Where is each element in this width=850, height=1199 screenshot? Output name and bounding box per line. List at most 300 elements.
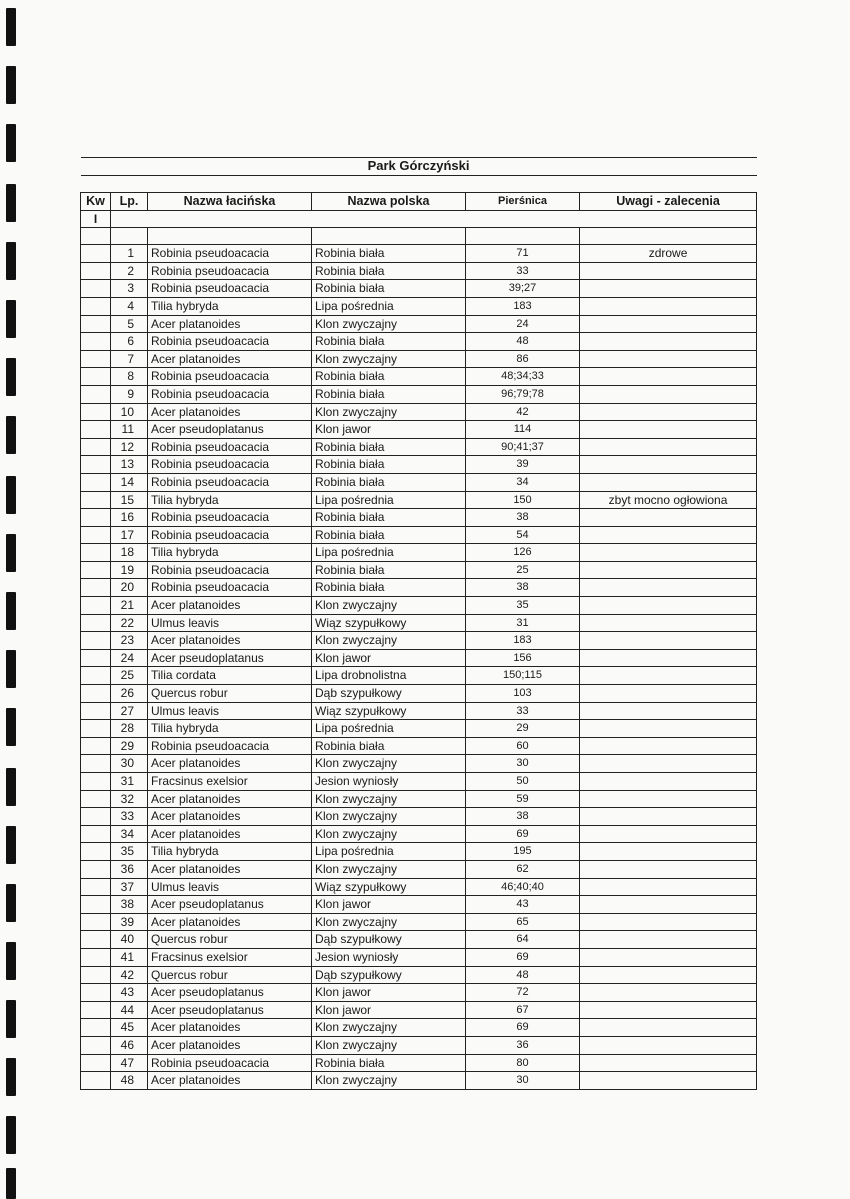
lp-cell: 41	[111, 948, 148, 966]
lp-cell: 23	[111, 632, 148, 650]
binding-marks	[6, 0, 18, 1199]
kw-cell	[81, 473, 111, 491]
polish-name-cell: Jesion wyniosły	[312, 773, 466, 791]
polish-name-cell: Robinia biała	[312, 1054, 466, 1072]
polish-name-cell: Klon jawor	[312, 649, 466, 667]
polish-name-cell: Klon jawor	[312, 1001, 466, 1019]
lp-cell: 31	[111, 773, 148, 791]
latin-name-cell: Robinia pseudoacacia	[148, 1054, 312, 1072]
binding-mark	[6, 476, 16, 514]
kw-cell	[81, 262, 111, 280]
piersnica-cell: 156	[466, 649, 580, 667]
kw-cell	[81, 579, 111, 597]
binding-mark	[6, 124, 16, 162]
table-row	[81, 1036, 757, 1054]
header-latin-name: Nazwa łacińska	[148, 193, 312, 211]
piersnica-cell: 69	[466, 825, 580, 843]
binding-mark	[6, 1168, 16, 1199]
kw-cell	[81, 667, 111, 685]
binding-mark	[6, 184, 16, 222]
piersnica-cell: 65	[466, 913, 580, 931]
kw-cell	[81, 808, 111, 826]
remarks-cell	[580, 385, 757, 403]
latin-name-cell: Quercus robur	[148, 931, 312, 949]
latin-name-cell: Acer pseudoplatanus	[148, 896, 312, 914]
lp-cell: 3	[111, 280, 148, 298]
polish-name-cell: Robinia biała	[312, 456, 466, 474]
table-row	[81, 1001, 757, 1019]
polish-name-cell: Dąb szypułkowy	[312, 966, 466, 984]
remarks-cell	[580, 1019, 757, 1037]
polish-name-cell: Klon zwyczajny	[312, 825, 466, 843]
latin-name-cell: Acer platanoides	[148, 790, 312, 808]
remarks-cell	[580, 297, 757, 315]
latin-name-cell: Acer platanoides	[148, 315, 312, 333]
polish-name-cell: Klon zwyczajny	[312, 1036, 466, 1054]
polish-name-cell: Dąb szypułkowy	[312, 685, 466, 703]
piersnica-cell: 48	[466, 966, 580, 984]
remarks-cell	[580, 350, 757, 368]
latin-name-cell: Acer pseudoplatanus	[148, 984, 312, 1002]
table-row	[81, 1072, 757, 1090]
remarks-cell	[580, 860, 757, 878]
piersnica-cell: 30	[466, 755, 580, 773]
table-row	[81, 333, 757, 351]
polish-name-cell: Lipa pośrednia	[312, 843, 466, 861]
binding-mark	[6, 1058, 16, 1096]
kw-cell	[81, 438, 111, 456]
header-piersnica: Pierśnica	[466, 193, 580, 211]
table-row	[81, 421, 757, 439]
polish-name-cell: Lipa pośrednia	[312, 491, 466, 509]
lp-cell: 29	[111, 737, 148, 755]
piersnica-cell: 24	[466, 315, 580, 333]
latin-name-cell: Quercus robur	[148, 685, 312, 703]
piersnica-cell: 29	[466, 720, 580, 738]
latin-name-cell: Tilia hybryda	[148, 491, 312, 509]
binding-mark	[6, 1116, 16, 1154]
binding-mark	[6, 1000, 16, 1038]
table-row	[81, 948, 757, 966]
table-row	[81, 280, 757, 298]
piersnica-cell: 48	[466, 333, 580, 351]
kw-cell	[81, 966, 111, 984]
table-row	[81, 790, 757, 808]
remarks-cell	[580, 737, 757, 755]
lp-cell: 28	[111, 720, 148, 738]
lp-cell: 15	[111, 491, 148, 509]
lp-cell: 4	[111, 297, 148, 315]
binding-mark	[6, 8, 16, 46]
kw-cell	[81, 245, 111, 263]
kw-cell	[81, 632, 111, 650]
piersnica-cell: 114	[466, 421, 580, 439]
piersnica-cell: 183	[466, 297, 580, 315]
kw-cell	[81, 368, 111, 386]
remarks-cell	[580, 1036, 757, 1054]
kw-cell	[81, 1019, 111, 1037]
latin-name-cell: Robinia pseudoacacia	[148, 561, 312, 579]
latin-name-cell: Robinia pseudoacacia	[148, 509, 312, 527]
table-row	[81, 1019, 757, 1037]
latin-name-cell: Robinia pseudoacacia	[148, 438, 312, 456]
latin-name-cell: Acer platanoides	[148, 1036, 312, 1054]
remarks-cell	[580, 808, 757, 826]
table-row	[81, 491, 757, 509]
kw-cell	[81, 1036, 111, 1054]
lp-cell: 34	[111, 825, 148, 843]
table-row	[81, 456, 757, 474]
latin-name-cell: Acer platanoides	[148, 755, 312, 773]
lp-cell: 37	[111, 878, 148, 896]
piersnica-cell: 150	[466, 491, 580, 509]
binding-mark	[6, 592, 16, 630]
binding-mark	[6, 942, 16, 980]
table-row	[81, 526, 757, 544]
piersnica-cell: 38	[466, 579, 580, 597]
table-body	[81, 210, 757, 1089]
piersnica-cell: 38	[466, 509, 580, 527]
lp-cell: 39	[111, 913, 148, 931]
table-row	[81, 773, 757, 791]
polish-name-cell: Lipa pośrednia	[312, 720, 466, 738]
lp-cell: 5	[111, 315, 148, 333]
kw-cell	[81, 755, 111, 773]
binding-mark	[6, 650, 16, 688]
lp-cell: 32	[111, 790, 148, 808]
binding-mark	[6, 768, 16, 806]
kw-cell	[81, 931, 111, 949]
lp-cell: 10	[111, 403, 148, 421]
latin-name-cell: Acer platanoides	[148, 808, 312, 826]
piersnica-cell: 50	[466, 773, 580, 791]
piersnica-cell: 183	[466, 632, 580, 650]
lp-cell: 45	[111, 1019, 148, 1037]
table-row	[81, 984, 757, 1002]
table-row	[81, 544, 757, 562]
remarks-cell	[580, 456, 757, 474]
piersnica-cell: 72	[466, 984, 580, 1002]
latin-name-cell: Tilia cordata	[148, 667, 312, 685]
lp-cell: 35	[111, 843, 148, 861]
piersnica-cell: 62	[466, 860, 580, 878]
polish-name-cell: Robinia biała	[312, 385, 466, 403]
latin-name-cell: Acer platanoides	[148, 1019, 312, 1037]
lp-cell: 13	[111, 456, 148, 474]
kw-cell	[81, 297, 111, 315]
kw-cell	[81, 421, 111, 439]
piersnica-cell: 43	[466, 896, 580, 914]
kw-cell	[81, 860, 111, 878]
polish-name-cell: Robinia biała	[312, 509, 466, 527]
kw-cell	[81, 280, 111, 298]
polish-name-cell: Klon zwyczajny	[312, 808, 466, 826]
polish-name-cell: Wiąz szypułkowy	[312, 878, 466, 896]
piersnica-cell: 30	[466, 1072, 580, 1090]
kw-cell	[81, 385, 111, 403]
piersnica-cell: 69	[466, 1019, 580, 1037]
table-row	[81, 614, 757, 632]
table-row	[81, 438, 757, 456]
remarks-cell	[580, 280, 757, 298]
binding-mark	[6, 884, 16, 922]
latin-name-cell: Fracsinus exelsior	[148, 948, 312, 966]
blank-row	[81, 228, 757, 245]
remarks-cell	[580, 315, 757, 333]
lp-cell: 16	[111, 509, 148, 527]
kw-cell	[81, 509, 111, 527]
section-row	[81, 210, 757, 228]
table-row	[81, 561, 757, 579]
latin-name-cell: Acer platanoides	[148, 597, 312, 615]
kw-cell	[81, 561, 111, 579]
kw-cell	[81, 456, 111, 474]
table-row	[81, 597, 757, 615]
remarks-cell	[580, 597, 757, 615]
lp-cell: 20	[111, 579, 148, 597]
table-row	[81, 315, 757, 333]
remarks-cell	[580, 632, 757, 650]
lp-cell: 27	[111, 702, 148, 720]
remarks-cell	[580, 1001, 757, 1019]
polish-name-cell: Klon zwyczajny	[312, 597, 466, 615]
table-row	[81, 245, 757, 263]
lp-cell: 9	[111, 385, 148, 403]
lp-cell: 46	[111, 1036, 148, 1054]
lp-cell: 7	[111, 350, 148, 368]
polish-name-cell: Jesion wyniosły	[312, 948, 466, 966]
piersnica-cell: 86	[466, 350, 580, 368]
remarks-cell	[580, 790, 757, 808]
kw-cell	[81, 1054, 111, 1072]
remarks-cell	[580, 755, 757, 773]
latin-name-cell: Fracsinus exelsior	[148, 773, 312, 791]
remarks-cell	[580, 984, 757, 1002]
remarks-cell	[580, 720, 757, 738]
kw-cell	[81, 896, 111, 914]
lp-cell: 12	[111, 438, 148, 456]
kw-cell	[81, 720, 111, 738]
table-row	[81, 966, 757, 984]
lp-cell: 14	[111, 473, 148, 491]
kw-cell	[81, 843, 111, 861]
remarks-cell	[580, 702, 757, 720]
piersnica-cell: 71	[466, 245, 580, 263]
polish-name-cell: Klon zwyczajny	[312, 790, 466, 808]
latin-name-cell: Acer pseudoplatanus	[148, 421, 312, 439]
latin-name-cell: Acer platanoides	[148, 350, 312, 368]
remarks-cell	[580, 825, 757, 843]
piersnica-cell: 35	[466, 597, 580, 615]
lp-cell: 48	[111, 1072, 148, 1090]
kw-cell	[81, 544, 111, 562]
latin-name-cell: Tilia hybryda	[148, 544, 312, 562]
polish-name-cell: Klon zwyczajny	[312, 403, 466, 421]
piersnica-cell: 25	[466, 561, 580, 579]
remarks-cell	[580, 896, 757, 914]
piersnica-cell: 67	[466, 1001, 580, 1019]
remarks-cell	[580, 1072, 757, 1090]
remarks-cell	[580, 509, 757, 527]
table-row	[81, 685, 757, 703]
lp-cell: 26	[111, 685, 148, 703]
latin-name-cell: Acer platanoides	[148, 1072, 312, 1090]
latin-name-cell: Acer pseudoplatanus	[148, 649, 312, 667]
header-kw: Kw	[81, 193, 111, 211]
lp-cell: 11	[111, 421, 148, 439]
piersnica-cell: 39;27	[466, 280, 580, 298]
polish-name-cell: Robinia biała	[312, 368, 466, 386]
latin-name-cell: Robinia pseudoacacia	[148, 526, 312, 544]
piersnica-cell: 39	[466, 456, 580, 474]
piersnica-cell: 46;40;40	[466, 878, 580, 896]
piersnica-cell: 60	[466, 737, 580, 755]
remarks-cell	[580, 561, 757, 579]
kw-cell	[81, 350, 111, 368]
polish-name-cell: Lipa pośrednia	[312, 297, 466, 315]
remarks-cell	[580, 473, 757, 491]
polish-name-cell: Robinia biała	[312, 262, 466, 280]
latin-name-cell: Tilia hybryda	[148, 843, 312, 861]
piersnica-cell: 33	[466, 262, 580, 280]
latin-name-cell: Robinia pseudoacacia	[148, 737, 312, 755]
lp-cell: 42	[111, 966, 148, 984]
lp-cell: 44	[111, 1001, 148, 1019]
table-row	[81, 649, 757, 667]
lp-cell: 30	[111, 755, 148, 773]
latin-name-cell: Robinia pseudoacacia	[148, 280, 312, 298]
remarks-cell	[580, 526, 757, 544]
polish-name-cell: Lipa drobnolistna	[312, 667, 466, 685]
remarks-cell	[580, 948, 757, 966]
table-row	[81, 509, 757, 527]
lp-cell: 25	[111, 667, 148, 685]
latin-name-cell: Robinia pseudoacacia	[148, 385, 312, 403]
binding-mark	[6, 242, 16, 280]
latin-name-cell: Robinia pseudoacacia	[148, 245, 312, 263]
latin-name-cell: Robinia pseudoacacia	[148, 473, 312, 491]
table-row	[81, 913, 757, 931]
polish-name-cell: Robinia biała	[312, 438, 466, 456]
polish-name-cell: Robinia biała	[312, 245, 466, 263]
kw-cell	[81, 773, 111, 791]
lp-cell: 1	[111, 245, 148, 263]
polish-name-cell: Klon zwyczajny	[312, 1072, 466, 1090]
polish-name-cell: Robinia biała	[312, 473, 466, 491]
binding-mark	[6, 358, 16, 396]
remarks-cell	[580, 368, 757, 386]
lp-cell: 24	[111, 649, 148, 667]
polish-name-cell: Klon zwyczajny	[312, 1019, 466, 1037]
remarks-cell	[580, 913, 757, 931]
table-row	[81, 297, 757, 315]
kw-cell	[81, 685, 111, 703]
kw-cell	[81, 491, 111, 509]
latin-name-cell: Ulmus leavis	[148, 702, 312, 720]
lp-cell: 17	[111, 526, 148, 544]
piersnica-cell: 96;79;78	[466, 385, 580, 403]
table-row	[81, 632, 757, 650]
header-remarks: Uwagi - zalecenia	[580, 193, 757, 211]
table-row	[81, 825, 757, 843]
kw-cell	[81, 913, 111, 931]
table-row	[81, 860, 757, 878]
tree-inventory-sheet	[80, 157, 756, 1090]
table-row	[81, 755, 757, 773]
remarks-cell: zbyt mocno ogłowiona	[580, 491, 757, 509]
remarks-cell	[580, 773, 757, 791]
polish-name-cell: Klon jawor	[312, 984, 466, 1002]
remarks-cell	[580, 544, 757, 562]
piersnica-cell: 80	[466, 1054, 580, 1072]
table-row	[81, 473, 757, 491]
latin-name-cell: Tilia hybryda	[148, 720, 312, 738]
piersnica-cell: 59	[466, 790, 580, 808]
kw-cell	[81, 403, 111, 421]
polish-name-cell: Robinia biała	[312, 737, 466, 755]
kw-cell	[81, 702, 111, 720]
kw-cell	[81, 737, 111, 755]
polish-name-cell: Robinia biała	[312, 333, 466, 351]
kw-cell	[81, 526, 111, 544]
latin-name-cell: Acer platanoides	[148, 860, 312, 878]
piersnica-cell: 36	[466, 1036, 580, 1054]
remarks-cell	[580, 579, 757, 597]
latin-name-cell: Acer platanoides	[148, 632, 312, 650]
piersnica-cell: 48;34;33	[466, 368, 580, 386]
table-row	[81, 667, 757, 685]
table-row	[81, 896, 757, 914]
section-label: I	[81, 210, 111, 228]
piersnica-cell: 54	[466, 526, 580, 544]
polish-name-cell: Lipa pośrednia	[312, 544, 466, 562]
kw-cell	[81, 984, 111, 1002]
binding-mark	[6, 416, 16, 454]
polish-name-cell: Klon zwyczajny	[312, 860, 466, 878]
polish-name-cell: Klon zwyczajny	[312, 913, 466, 931]
spacer-row	[81, 176, 757, 193]
remarks-cell	[580, 966, 757, 984]
title-row	[81, 158, 757, 176]
table-row	[81, 843, 757, 861]
latin-name-cell: Ulmus leavis	[148, 614, 312, 632]
remarks-cell	[580, 1054, 757, 1072]
remarks-cell	[580, 421, 757, 439]
table-row	[81, 262, 757, 280]
piersnica-cell: 126	[466, 544, 580, 562]
kw-cell	[81, 948, 111, 966]
lp-cell: 8	[111, 368, 148, 386]
remarks-cell	[580, 878, 757, 896]
polish-name-cell: Dąb szypułkowy	[312, 931, 466, 949]
latin-name-cell: Acer platanoides	[148, 825, 312, 843]
piersnica-cell: 38	[466, 808, 580, 826]
remarks-cell	[580, 614, 757, 632]
piersnica-cell: 103	[466, 685, 580, 703]
latin-name-cell: Acer pseudoplatanus	[148, 1001, 312, 1019]
table-row	[81, 737, 757, 755]
latin-name-cell: Acer platanoides	[148, 403, 312, 421]
table-row	[81, 403, 757, 421]
latin-name-cell: Robinia pseudoacacia	[148, 333, 312, 351]
tree-inventory-table	[80, 157, 757, 1090]
binding-mark	[6, 300, 16, 338]
kw-cell	[81, 825, 111, 843]
polish-name-cell: Klon zwyczajny	[312, 755, 466, 773]
polish-name-cell: Klon jawor	[312, 896, 466, 914]
kw-cell	[81, 1072, 111, 1090]
remarks-cell	[580, 931, 757, 949]
